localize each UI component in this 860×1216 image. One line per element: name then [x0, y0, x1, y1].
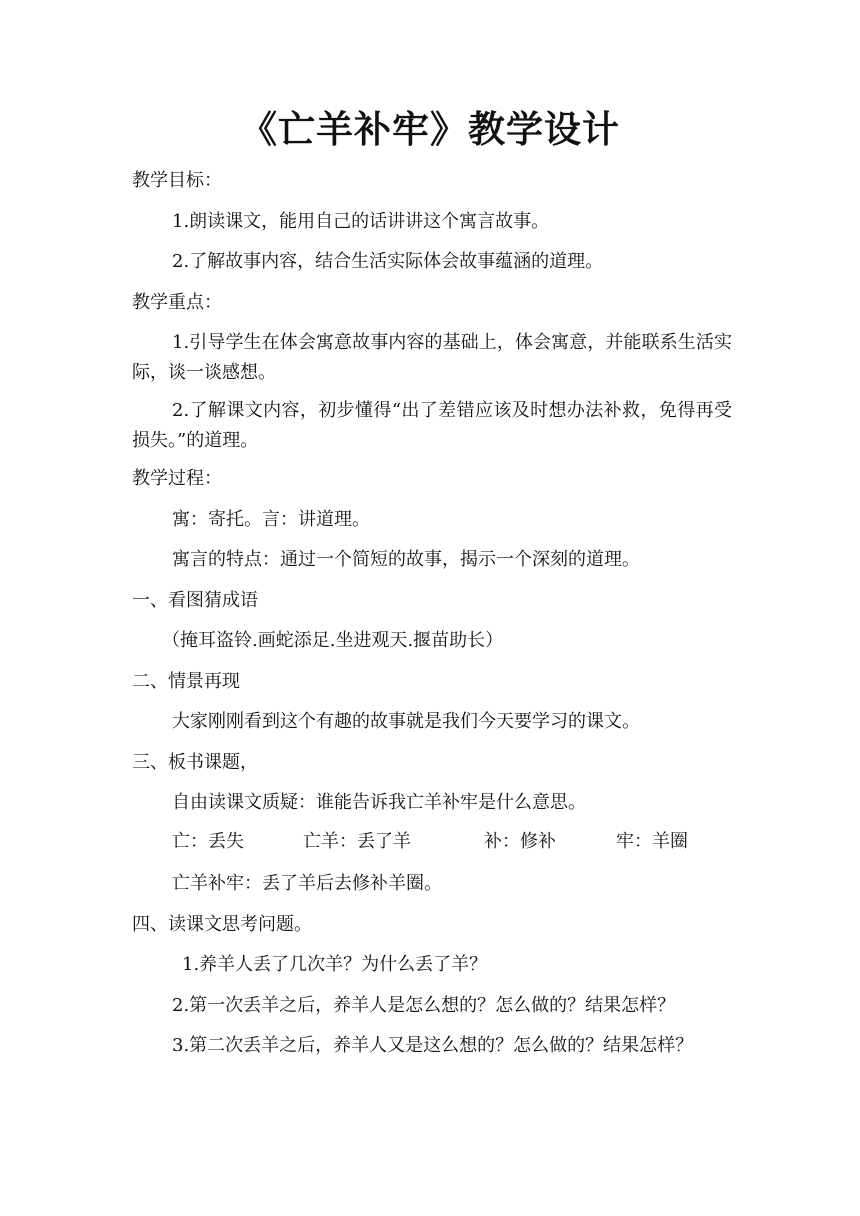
section-4-heading: 四、读课文思考问题。 [132, 914, 312, 935]
section-2-content: 大家刚刚看到这个有趣的故事就是我们今天要学习的课文。 [172, 711, 640, 732]
section-3-content: 自由读课文质疑：谁能告诉我亡羊补牢是什么意思。 [172, 792, 586, 813]
process-definition: 寓：寄托。言：讲道理。 [172, 509, 370, 530]
section-2-heading: 二、情景再现 [132, 671, 240, 692]
goal-item-2: 2.了解故事内容，结合生活实际体会故事蕴涵的道理。 [172, 251, 604, 272]
focus-heading: 教学重点： [132, 292, 222, 313]
section-3-heading: 三、板书课题， [132, 752, 258, 773]
section-3-meaning: 亡羊补牢：丢了羊后去修补羊圈。 [172, 873, 442, 894]
glossary-row [0, 829, 860, 857]
section-1-content: （掩耳盗铃.画蛇添足.坐进观天.揠苗助长） [162, 630, 504, 651]
focus-item-2: 2.了解课文内容，初步懂得“出了差错应该及时想办法补救，免得再受损失。”的道理。 [132, 400, 732, 451]
glossary-item: 亡羊：丢了羊 [303, 831, 411, 852]
question-2: 2.第一次丢羊之后，养羊人是怎么想的？怎么做的？结果怎样？ [172, 995, 676, 1016]
glossary-item: 牢：羊圈 [616, 831, 688, 852]
process-heading: 教学过程： [132, 468, 222, 489]
goals-heading: 教学目标： [132, 170, 222, 191]
question-3: 3.第二次丢羊之后，养羊人又是这么想的？怎么做的？结果怎样？ [172, 1035, 694, 1056]
section-1-heading: 一、看图猜成语 [132, 590, 258, 611]
document-title: 《亡羊补牢》教学设计 [240, 107, 620, 151]
focus-item-1: 1.引导学生在体会寓意故事内容的基础上，体会寓意，并能联系生活实际，谈一谈感想。 [132, 332, 732, 383]
process-feature: 寓言的特点：通过一个简短的故事，揭示一个深刻的道理。 [172, 549, 640, 570]
question-1: 1.养羊人丢了几次羊？为什么丢了羊？ [182, 954, 488, 975]
goal-item-1: 1.朗读课文，能用自己的话讲讲这个寓言故事。 [172, 211, 550, 232]
glossary-item: 亡：丢失 [172, 831, 244, 852]
glossary-item: 补：修补 [484, 831, 556, 852]
